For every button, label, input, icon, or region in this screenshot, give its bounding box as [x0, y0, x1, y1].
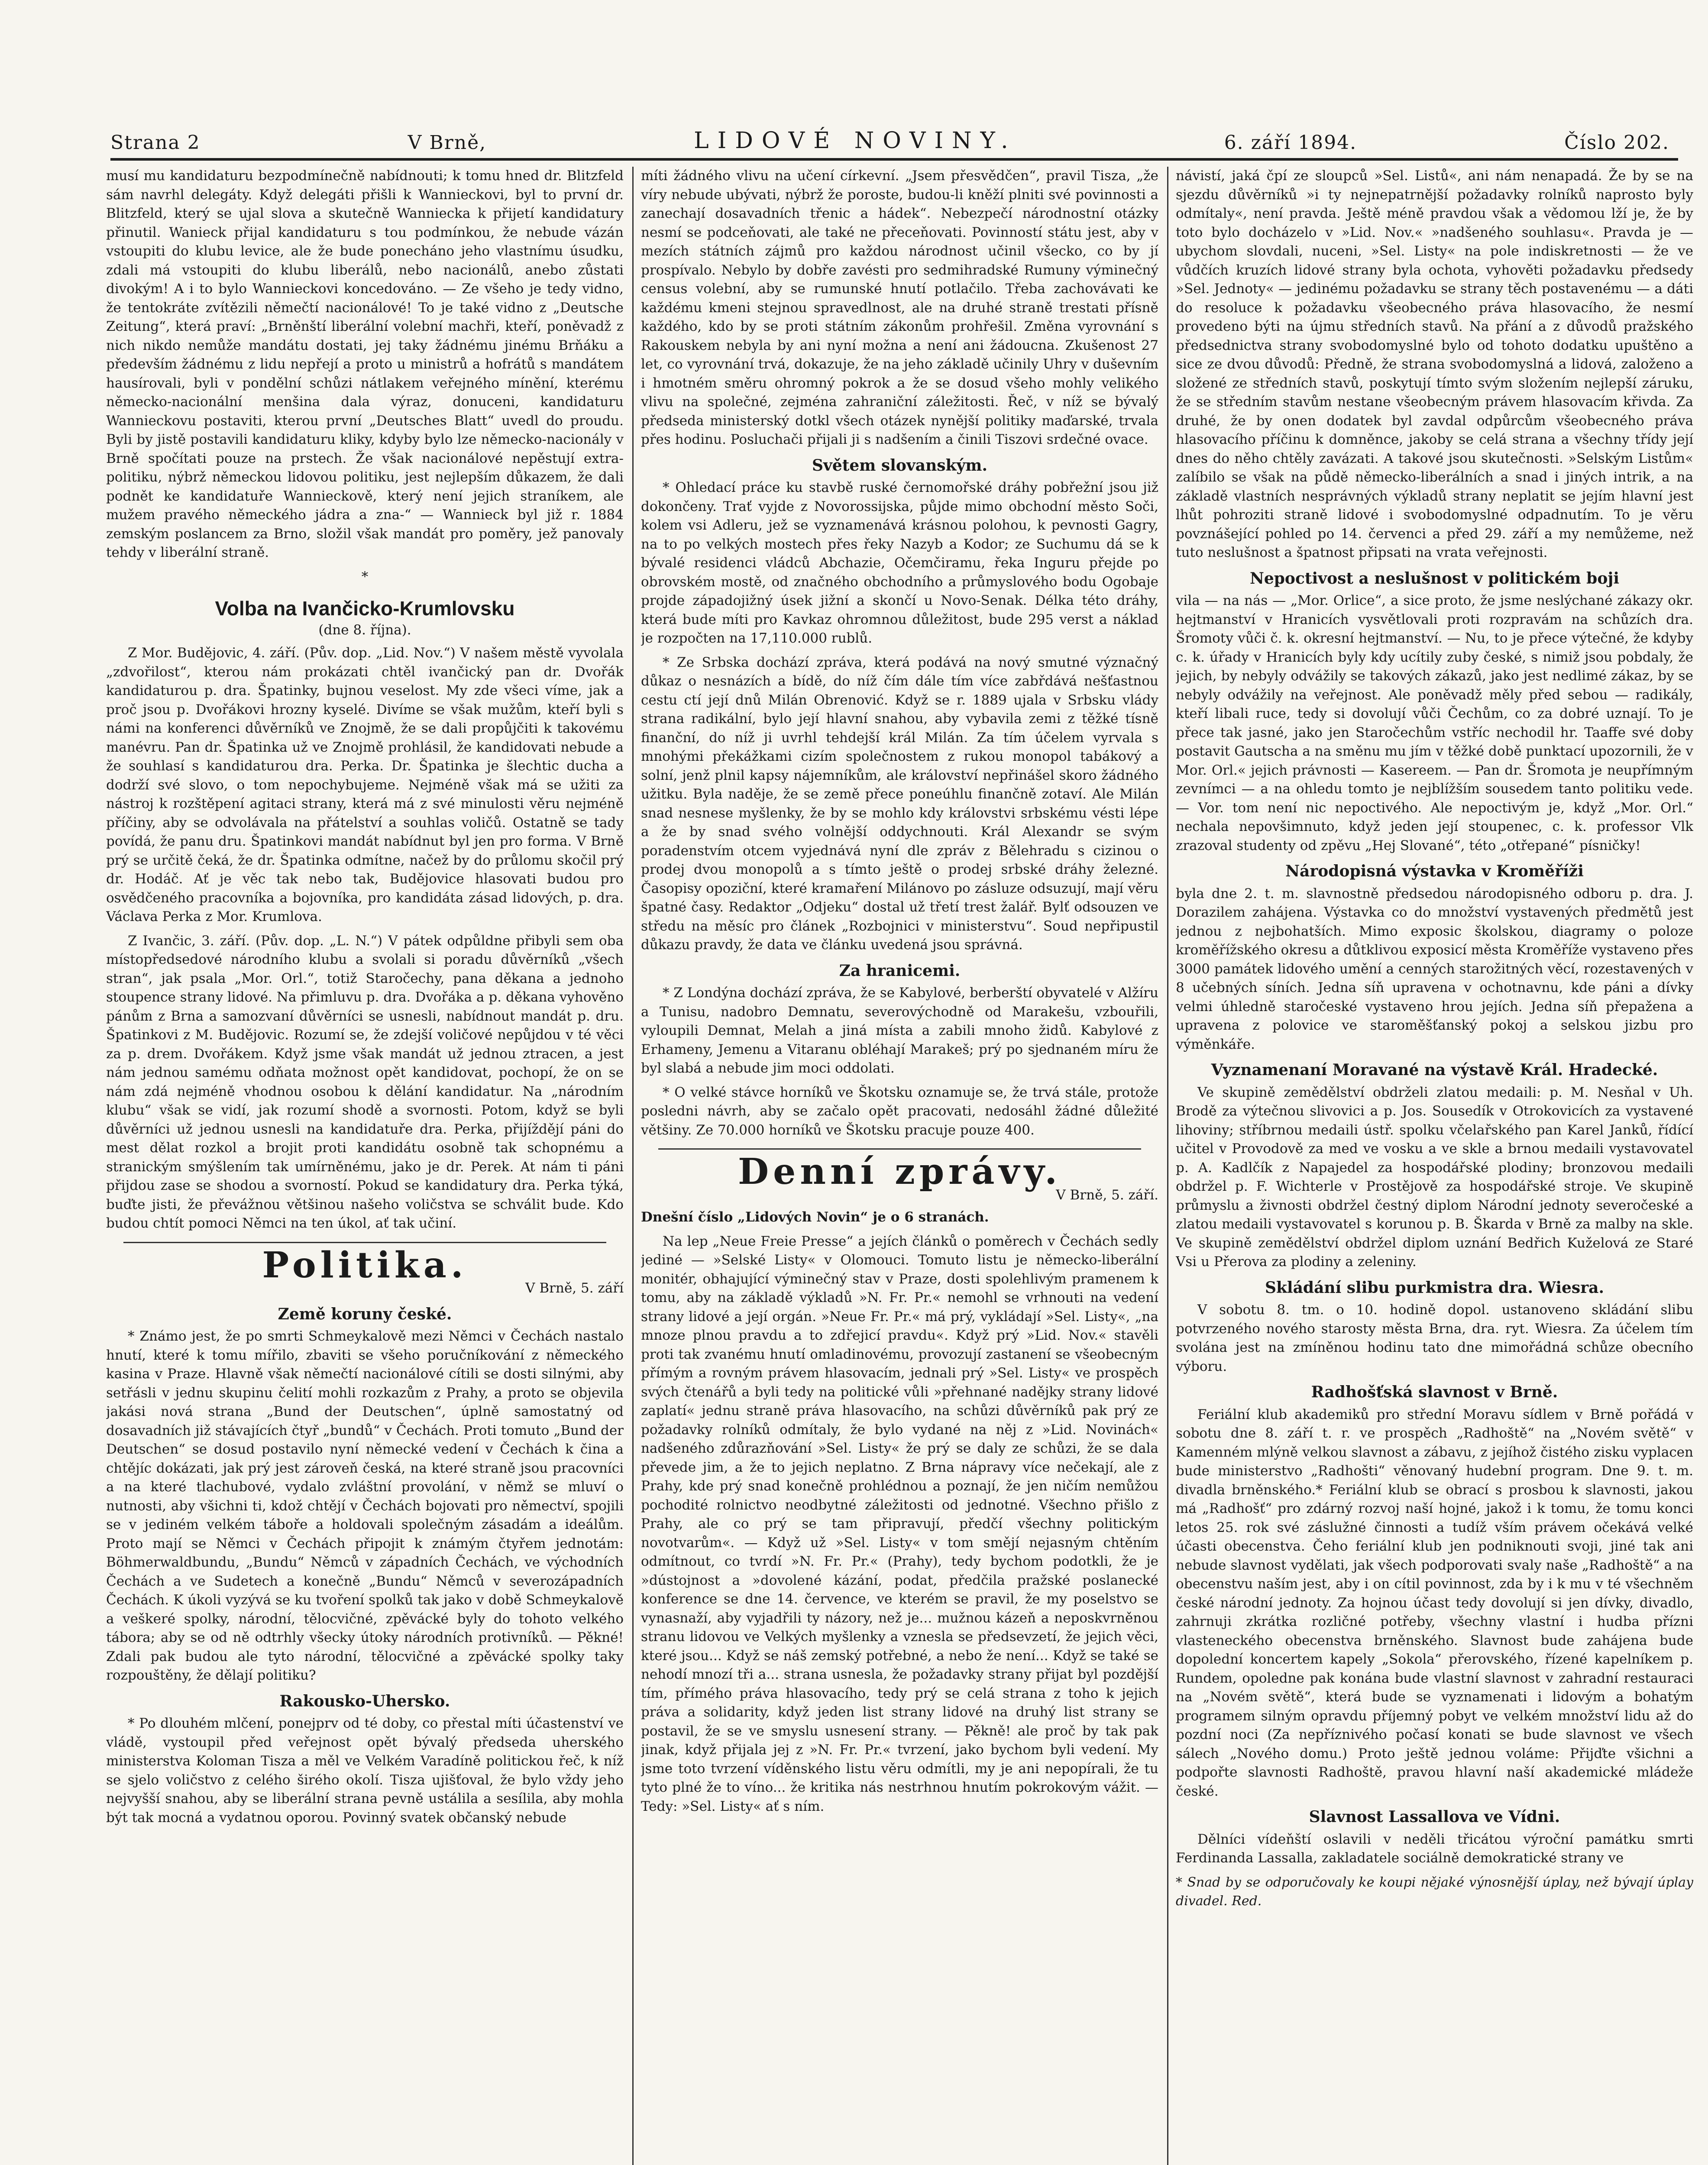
article-text: návistí, jaká čpí ze sloupců »Sel. Listů«, ani nám nenapadá. Že by se na sjezdu důvěrníků »i ty nejnepatrnější požadavky rolníků naprosto byly odmítaly«, není pravda. Ještě méně pravdou však a vědomou lží je, že by toto bylo docházelo v »Lid. Nov.« »nadšeného souhlasu«. Pravda je — ubychom slovdali, nuceni, »Sel. Listy« na pole indiskretnosti — že ve vůdčích kruzích lidové strany byla ochota, vyhověti požadavku předsedy »Sel. Jednoty« — jedinému požadavku se strany těch postavenému — a dáti do resoluce k požadavku všeobecného práva hlasovacího, že nesmí provedeno býti na újmu středních stavů. Na přání a z důvodů pražského předsednictva strany svobodomyslné bylo od tohoto dodatku upuštěno a sice ze dvou důvodů: Předně, že strana svobodomyslná a lidová, založeno a složené ze středních stavů, poskytují tímto svým složením nejlepší záruku, že se středním stavům nestane všeobecným právem hlasovacím křivda. Za druhé, že by onen dodatek byl zavdal odpůrcům všeobecného práva hlasovacího příčinu k domněnce, jakoby se celá strana a všechny třídy její dnes do něho chtěly zavázati. A takové jsou skutečnosti. »Selským Listům« zalíbilo se však na půdě německo-liberálních a snad i jiných intrik, a na základě vlastních nesprávných výkladů strany neplatit se jejím hlavní jest lhůt pohroziti straně lidové i svobodomyslné odpadnutím. To je věru povznášející pohled po 14. červenci a před 29. září a my nemůžeme, než tuto neslušnost a špatnost připsati na vrata veřejnosti. [1176, 168, 1693, 560]
column-1 [106, 167, 624, 2165]
article-text: V sobotu 8. tm. o 10. hodině dopol. ustanoveno skládání slibu potvrzeného nového starosty města Brna, dra. ryt. Wiesra. Za účelem tím svolána jest na zmíněnou hodinu tato dne mimořádná schůze obecního výboru. [1176, 1302, 1693, 1374]
heading-skladani-slibu: Skládání slibu purkmistra dra. Wiesra. [1265, 1278, 1604, 1297]
section-divider [123, 1242, 606, 1243]
volba-date: (dne 8. října). [318, 622, 411, 638]
section-divider [658, 1148, 1141, 1150]
issue-number: Číslo 202. [1564, 132, 1669, 154]
article-text: musí mu kandidaturu bezpodmínečně nabídnouti; k tomu hned dr. Blitzfeld sám navrhl delegáty. Když delegáti přišli k Wannieckovi, byl to první dr. Blitzfeld, který se ujal slova a skutečně Wannieckа k přijetí kandidatury přinutil. Wanieck přijal kandidaturu s tou podmínkou, že nebude vázán vstoupiti do klubu levice, ale že bude ponecháno jeho vlastnímu úsudku, zdali má vstoupiti do klubu liberálů, nebo nacionálů, anebo zůstati divokým! A i to bylo Wannieckovi koncedováno. — Ze všeho je tedy vidno, že tentokráte zvítězili němečtí nacionálové! To je také vidno z „Deutsche Zeitung“, která praví: „Brněnští liberální volební machři, kteří, poněvadž z nich nikdo nemůže mandátu dostati, jej taky žádnému jinému Brňáku a především žádnému z lidu nepřejí a proto u ministrů a hofrátů s mandátem hausírovali, byli v pondělní schůzi nátlakem veřejného mínění, kterému německo-nacionální menšina dala výraz, donuceni, kandidaturu Wannieckovu postaviti, kterou první „Deutsches Blatt“ uvedl do proudu. Byli by jistě postavili kandidaturu kliky, kdyby bylo lze německo-nacionály v Brně spočítati pouze na prstech. Že však nacionálové nepěstují extra-politiku, nýbrž německou lidovou politiku, jest nejlepším důkazem, že dali podnět ke kandidatuře Wannieckově, který není jejich straníkem, ale mužem pravého německého jádra a zna-“ — Wanniеck byl již r. 1884 zemským poslancem za Brno, složil však mandát pro poměry, jež panovaly tehdy v liberální straně. [106, 168, 624, 560]
header-city: V Brně, [408, 132, 487, 154]
article-text: vila — na nás — „Mor. Orlice“, a sice proto, že jsme neslýchané zákazy okr. hejtmanství v Hranicích vysvětlovali proti rozpravám na schůzích dra. Šromoty vůči č. k. okresní hejtmanství. — Nu, to je přece výtečné, že kdyby c. k. úřady v Hranicích byly kdy ucítily zuby české, s nimiž jsou pobdaly, že jejich, by nebyly odvážily se takových zákazů, jako jest nedlimé zákaz, by se nebyly odvážily na veřejnost. Ale poněvadž měly před sebou — radikály, kteří libali ruce, tedy si dovolují vůči Čechům, co za dobré uznají. To je přece tak jasné, jako jen Staročechům vstříc nechodil hr. Taaffe své doby postavit Gautscha a na směnu mu jím v těžké době punktací upozornili, že v Mor. Orl.« jejich právnosti — Kasereem. — Pan dr. Šromota je neupřímným zevnímci — a na ohledu tomto je nejblížším sousedem tanto politiku vede. — Vor. tom není nic nepoctivého. Ale nepoctivým je, když „Mor. Orl.“ nechala nepovšimnuto, když jeden její stoupenec, c. k. professor Vlk zrazoval studenty od zpěvu „Hej Slované“, této „otřepané“ písničky! [1176, 593, 1693, 853]
article-text: míti žádného vlivu na učení církevní. „Jsem přesvědčen“, pravil Tisza, „že víry nebude ubývati, nýbrž že poroste, budou-li kněží plniti své povinnosti a zanechají dosavadních třenic a hádek“. Nebezpečí národnostní otázky nesmí se podceňovati, ale také ne přeceňovati. Povinností státu jest, aby v mezích státních zájmů pro každou národnost učinil všecko, co by jí prospívalo. Nebylo by dobře zavésti pro sedmihradské Rumuny výminečný census volební, aby se rumunské hnutí potlačilo. Třeba zachovávati ke každému kmeni stejnou spravedlnost, ale na druhé straně trestati přísně každého, kdo by se proti státním zákonům prohřešil. Změna vyrovnání s Rakouskem nebyla by ani nyní možna a není ani žádoucna. Zkušenost 27 let, co vyrovnání trvá, dokazuje, že na jeho základě učinily Uhry v duševním i hmotném směru ohromný pokrok a že se dosud všeho mohly velikého vlivu na společné, zejména zahraniční záležitosti. Řeč, v níž se bývalý předseda ministerský dotkl všech otázek nynější politiky maďarské, trvala přes hodinu. Posluchači přijali ji s nadšením a činili Tiszovi srdečné ovace. [641, 168, 1158, 447]
article-text: * Ohledací práce ku stavbě ruské černomořské dráhy pobřežní jsou již dokončeny. Trať vyjde z Novorossijska, půjde mimo obchodní město Soči, kolem vsi Adleru, jež se vyznamenává krásnou polohou, k pevnosti Gagry, na to po velkých mostech přes řeky Nazyb a Kodor; ze Suchumu dá se k bývalé residenci vládců Abchazie, Očemčiramu, řeka Inguru přejde po obrovském mostě, od značného obchodního a průmyslového bodu Ogobaje projde západojižný úsek jižní a skončí u Novo-Senak. Délka této dráhy, která bude míti pro Kavkaz ohromnou důležitost, bude 295 verst a náklad je rozpočten na 17,110.000 rublů. [641, 480, 1158, 646]
page-number: Strana 2 [110, 132, 201, 154]
heading-za-hranicemi: Za hranicemi. [839, 961, 961, 980]
heading-denni-zpravy: Denní zprávy. [738, 1151, 1061, 1192]
header-date: 6. září 1894. [1224, 132, 1357, 154]
article-text: * Po dlouhém mlčení, ponejprv od té doby, co přestal míti účastenství ve vládě, vystoupil před veřejnost opět bývalý předseda uherského ministerstva Koloman Tisza a měl ve Velkém Varadíně politickou řeč, k níž se sjelo voličstvo z celého širého okolí. Tisza ujišťoval, že bylo vždy jeho nejvyšší snahou, aby se liberální strana pevně ustálila a sesílila, aby mohla být tak mocná a vydatnou oporou. Povinný svatek občanský nebude [106, 1716, 624, 1826]
column-divider [632, 167, 634, 2165]
column-divider [1167, 167, 1168, 2165]
column-2 [641, 167, 1158, 2165]
article-text: Dělníci vídeňští oslavili v neděli třicátou výroční památku smrti Ferdinanda Lassalla, zakladatele sociálně demokratické strany ve [1176, 1831, 1693, 1866]
heading-zeme-koruny: Země koruny české. [278, 1305, 452, 1323]
heading-politika: Politika. [262, 1244, 468, 1286]
heading-volba: Volba na Ivančicko-Krumlovsku [215, 597, 515, 620]
article-text: * Z Londýna dochází zpráva, že se Kabylové, berberští obyvatelé v Alžíru a Tunisu, nadobro Demnatu, severovýchodně od Marakešu, vzbouřili, vyloupili Demnat, Melah a jiná místa a zabili mnoho židů. Kabylové z Erhameny, Jemenu a Vitaranu obléhají Marakeš; prý po sjednaném míru že byl slabá a nebude jim moci oddolati. [641, 985, 1158, 1076]
article-text: byla dne 2. t. m. slavnostně předsedou národopisného odboru p. dra. J. Dorazilem zahájena. Výstavka co do množství vystavených předmětů jest jednou z nejbohatších. Mimo exposic školskou, diagramy o poloze kroměřížského okresu a důtklivou exposicí města Kroměříže vystaveno přes 3000 památek lidového umění a cenných starožitných věcí, rozestavených v 8 učebných síních. Jedna síň upravena v ochotnavnu, kde páni a dívky velmi úhledně staročeské vystaveno hrou jejích. Jedna síň přepažena a upravena z polovice ve staroměšťanský pokoj a selskou jizbu pro výměnkáře. [1176, 885, 1693, 1052]
newspaper-title: LIDOVÉ NOVINY. [694, 128, 1017, 154]
page-header [110, 123, 1669, 154]
notice-pages: Dnešní číslo „Lidových Novin“ je o 6 stranách. [641, 1209, 989, 1225]
article-text: Ve skupině zemědělství obdrželi zlatou medaili: p. M. Nesňal v Uh. Brodě za výtečnou slivovici a p. Jos. Sousedík v Otrokovicích za vystavené lihoviny; stříbrnou medaili ústř. spolku včelařského pan Karel Janků, řídící učitel v Provodově za med ve vosku a ve skle a brnou medaili vystavovatel p. A. Kadlčík z Napajedel za hospodářské plodiny; bronzovou medaili obdržel p. F. Wichterle v Prostějově za hospodářské stroje. Ve skupině průmyslu a živnosti obdržel čestný diplom Národní jednoty severočeské a zlatou medaili vystavovatel s korunou p. B. Škarda v Brně za malby na skle. Ve skupině zemědělství obdržel diplom uznání Bedřich Kuželová ze Staré Vsi u Přerova za plodiny a zeleniny. [1176, 1084, 1693, 1270]
heading-nepoctivost: Nepoctivost a neslušnost v politickém boji [1249, 569, 1620, 588]
article-text: Na lep „Neue Freie Presse“ a jejích článků o poměrech v Čechách sedly jediné — »Selské Listy« v Olomouci. Tomuto listu je německo-liberální monitér, obhajující výminečný stav v Praze, dosti spolehlivým pramenem k tomu, aby na základě výkladů »N. Fr. Pr.« nemohl se vrhnouti na vedení strany lidové a její orgán. »Neue Fr. Pr.« má prý, vykládají »Sel. Listy«, „na mnoze plnou pravdu a to zdřejicí pravdu«. Když prý »Lid. Nov.« stavěli proti tak zvanému hnutí omladinovému, provozují zastanení se všeobecným přímým a rovným právem hlasovacím, jednali prý »Sel. Listy« ve prospěch svých čtenářů a byli tedy na politické vůli »přehnané nadějky strany lidové zaplatí« jednu straně práva hlasovacího, na schůzi důvěrníků pak prý ze požadavky rolníků odmítaly, že bylo vydané na něj z »Lid. Novinách« nadšeného zdůrazňování »Sel. Listy« že prý se daly ze schůzi, že se dala převede jim, a že to jejich neplatno. Z Brna nápravy více nečekají, ale z Prahy, kde prý snad konečně prohlédnou a poznají, že jen ničím nemůžou pochodité rolnictvo neodbytné záležitosti od jednotné. Všechno přišlo z Prahy, ale co prý se tam připravují, předčí všechny politickým novotvarům«. — Když už »Sel. Listy« v tom smějí nejasným chtěním odmítnout, co tvrdí »N. Fr. Pr.« (Prahy), tedy bychom podotkli, že je »dústojnost a »dovolené kázání, podat, předčila pražské poslanecké konference se dne 14. července, ve kterém se pravil, že my poselstvo se vynasnaží, aby vyjadřili ty názory, než je... mužnou kázeň a neposkvrněnou stranu lidovou ve Velkých myšlenky a vznesla se předsevzetí, že jejich věci, které jsou... Když se náš zemský potřebné, a nebo že není... Když se také se nehodí mnozí tři a... strana usnesla, že požadavky strany přijat byl pozdější tím, přímého práva hlasovacího, tedy prý se celá strana z toho k jejich práva a solidarity, když jeden list strany lidové na druhý list strany se postavil, že se ve smyslu usnesení strany. — Pěkně! ale proč by tak pak jinak, když přijala jej z »N. Fr. Pr.« tvrzení, jako bychom byli vedení. My jsme toto tvrzení víděnského listu věru odmítli, my je ani nepopírali, že tu tyto plné že to víno... že kritika nás nestrhnou hnutím pokrokovým vážit. — Tedy: »Sel. Listy« ať s ním. [641, 1233, 1158, 1814]
article-text: * Známo jest, že po smrti Schmeykalově mezi Němci v Čechách nastalo hnutí, které k tomu mířilo, zbaviti se všeho poručníkování z německého kasina v Praze. Hlavně však němečtí nacionálové cítili se dosti silnými, aby setřásli v jednu skupinu čelití mohli rozkazům z Prahy, a proto se objevila jakási nová strana „Bund der Deutschen“, úplně samostatný od dosavadních již stávajících čtyř „bundů“ v Čechách. Proti tomuto „Bund der Deutschen“ se dosud postavilo nyní německé vedení v Čechách k čina a chtějíc dokázati, jak prý jest zároveň česká, na které straně jsou pracovníci a na které tlachubové, vydalo zvláštní provolání, v němž se mluví o nutnosti, aby všichni ti, kdož chtějí v Čechách bojovati pro němectví, spojili se v jediném velkém táboře a holdovali společným zásadám a ideálům. Proto mají se Němci v Čechách připojit k známým čtyřem jednotám: Böhmerwaldbundu, „Bundu“ Němců v západních Čechách, ve východních Čechách a ve Sudetech a konečně „Bundu“ Němců v severozápadních Čechách. K úkoli vyzývá se ku tvoření spolků tak jako v době Schmeykalově a veškeré spolky, národní, tělocvičné, zpěvácké byly do tohoto velkého tábora; aby se od ně odtrhly všecky útoky národních protivníků. — Pěkné! Zdali pak budou ale tyto národní, tělocvičné a zpěvácké spolky taky rozpouštěny, že dělají politiku? [106, 1328, 624, 1683]
header-rule [110, 158, 1678, 161]
separator-star: * [361, 569, 369, 585]
heading-lassalla: Slavnost Lassallova ve Vídni. [1309, 1808, 1560, 1826]
article-text: * Ze Srbska dochází zpráva, která podává na nový smutné význačný důkaz o nesnázích a bídě, do níž čím dále tím více zabřdává nešťastnou cestu ctí její dnů Milán Obrenović. Když se r. 1889 ujala v Srbsku vlády strana radikální, bylo její hlavní snahou, aby vybavila zemi z těžké tísně finanční, do níž ji uvrhl tehdejší král Milán. Za tím účelem vyrvala s mnohými překážkami cizím společnostem z rukou monopol tabákový a solní, jenž plnil kapsy nájemníkům, ale království nepřinášel skoro žádného užitku. Byla naděje, že se země přece poneúhlu finančně zotaví. Ale Milán snad nesnese myšlenky, že by se mohlo kdy královstvi srbskému vésti lépe a že by snad svého volnější oddychnouti. Král Alexandr se svým poradenstvím otcem vyjednává nyní dle zpráv z Bělehradu s cizinou o prodej dvou monopolů a s tímto ještě o prodej srbské dráhy železné. Časopisy opoziční, které kramaření Milánovo po zásluze odsuzují, mají věru špatné časy. Redaktor „Odjeku“ dostal už třetí trest žalář. Bylť odsouzen ve středu na měsíc pro článek „Rozbojnici v ministerstvu“. Soud nepřipustil důkazu pravdy, že data ve článku uvedená jsou správná. [641, 654, 1158, 953]
article-text: Z Ivančic, 3. září. (Pův. dop. „L. N.“) V pátek odpůldne přibyli sem oba místopředsedové národního klubu a svolali si poradu důvěrníků „všech stran“, jak psala „Mor. Orl.“, totiž Staročechy, pana děkana a jednoho stoupence strany lidové. Na přimluvu p. dra. Dvořáka a p. děkana vyhověno pánům z Brna a samozvaní důvěrníci se usnesli, nabídnout mandát p. dru. Špatinkovi z M. Budějovic. Rozumí se, že zdejší voličové nepůjdou v té věci za p. drem. Dvořákem. Když jsme však mandát už jednou ztracen, a jest nám jednou samému odňata možnost opět kandidovat, pochopí, že on se nám zdá nejméně vhodnou osobou k dělání kandidatur. Na „národním klubu“ však se vidí, jak rozumí shodě a svornosti. Potom, když se byli důvěrníci už jednou usnesli na kandidatuře dra. Perka, přijíždějí páni do mest dělat rozkol a brojit proti kandidátu osobně tak schopnému a stranickým smýšlením tak umírněnému, jako je dr. Perek. At nám ti páni přijdou zase se shodou a svorností. Pokud se kandidatury dra. Perka týká, buďte jisti, že převážnou většinou našeho voličstva se schválit bude. Kdo budou chtít pomoci Němci na ten úkol, ať tak učiní. [106, 933, 624, 1231]
heading-narodopisna-vystavka: Národopisná výstavka v Kroměříži [1285, 862, 1584, 880]
column-3 [1176, 167, 1693, 2165]
heading-radhostska: Radhošťská slavnost v Brně. [1311, 1383, 1558, 1401]
article-text: * O velké stávce horníků ve Škotsku oznamuje se, že trvá stále, protože posledni návrh, aby se začalo opět pracovati, nedosáhl žádné důležité většiny. Ze 70.000 horníků ve Škotsku pracuje pouze 400. [641, 1084, 1158, 1138]
editor-footnote: * Snad by se odporučovaly ke koupi nějaké výnosnější úplay, než bývají úplay divadel. Red. [1176, 1874, 1693, 1909]
heading-svetem-slovanskym: Světem slovanským. [812, 456, 988, 475]
denni-dateline: V Brně, 5. září. [1056, 1187, 1158, 1203]
article-text: Feriální klub akademiků pro střední Moravu sídlem v Brně pořádá v sobotu dne 8. září t. r. ve prospěch „Radhoště“ na „Novém světě“ v Kamenném mlýně velkou slavnost a zábavu, z jejíhož čistého zisku vyplacen bude ministerstvo „Radhošti“ věnovaný hudební program. Dne 9. t. m. divadla brněnského.* Feriální klub se obrací s prosbou k slavnosti, jakou má „Radhošť“ pro zdárný rozvoj naší hojné, jakož i k tomu, že tomu konci letos 25. rok své záslužné činnosti a tudíž vším právem očekává velké účasti obecenstva. Čeho feriální klub jen podniknouti svoji, jiné tak ani nebude slavnost vydělati, jak všech podporovati svaly naše „Radhoště“ a na obecenstvu naším jest, aby i on cítil povinnost, zda by i k mu v té všechněm české národní jednoty. Za hojnou účast tedy dovolují si jen dívky, divadlo, zahrnuji zkrátka rozličné potřeby, všechny vlastní i hudba přízni vlasteneckého obecenstva brněnského. Slavnost bude zahájena bude dopolední koncertem kapely „Sokola“ přerovského, řízené kapelníkem p. Rundem, opoledne pak konána bude vlastní slavnost v zahradní restauraci na „Novém světě“, která bude se vyznamenati i lidovým a bohatým programem silným opravdu příjemný pobyt ve velkém množství lidu až do pozdní noci (Za nepříznivého počasí konati se bude slavnost ve všech sálech „Nového domu.) Proto ještě jednou voláme: Přijďte všichni a podpořte slavnosti Radhoště, pravou hlavní naší akademické mládeže české. [1176, 1406, 1693, 1799]
heading-vyznamenani: Vyznamenaní Moravané na výstavě Král. Hradecké. [1211, 1061, 1658, 1079]
heading-rakousko: Rakousko-Uhersko. [279, 1692, 450, 1710]
article-text: Z Mor. Budějovic, 4. září. (Pův. dop. „Lid. Nov.“) V našem městě vyvolala „zdvořilost“, kterou nám prokázati chtěl ivančický pan dr. Dvořák kandidaturou p. dra. Špatinky, bujnou veselost. My zde všeci víme, jak a proč jsou p. Dvořákovi hrozny kyselé. Divíme se však mužům, kteří byli s námi na konferenci důvěrníků ve Znojmě, že se dali propůjčiti k takovému manévru. Pan dr. Špatinka už ve Znojmě prohlásil, že kandidovati nebude a že souhlasí s kandidaturou dra. Perka. Dr. Špatinka je šlechtic ducha a dodrží své slovo, o tom nepochybujeme. Nejméně však má se užiti za nástroj k rozštěpení agitaci strany, která má z své minulosti věru nejméně příčiny, aby se odvolávala na přátelství a souhlas voličů. Ostatně se tady povídá, že panu dru. Špatinkovi mandát nabídnut byl jen pro forma. V Brně prý se určitě čeká, že dr. Špatinka odmítne, načež by do průlomu skočil prý dr. Hodáč. Ať je věc tak nebo tak, Budějovice hlasovati budou pro osvědčeného pracovníka a bojovníka, pro kandidáta zásad lidových, p. dra. Václava Perka z Mor. Krumlova. [106, 645, 624, 924]
politika-dateline: V Brně, 5. září [525, 1280, 624, 1296]
